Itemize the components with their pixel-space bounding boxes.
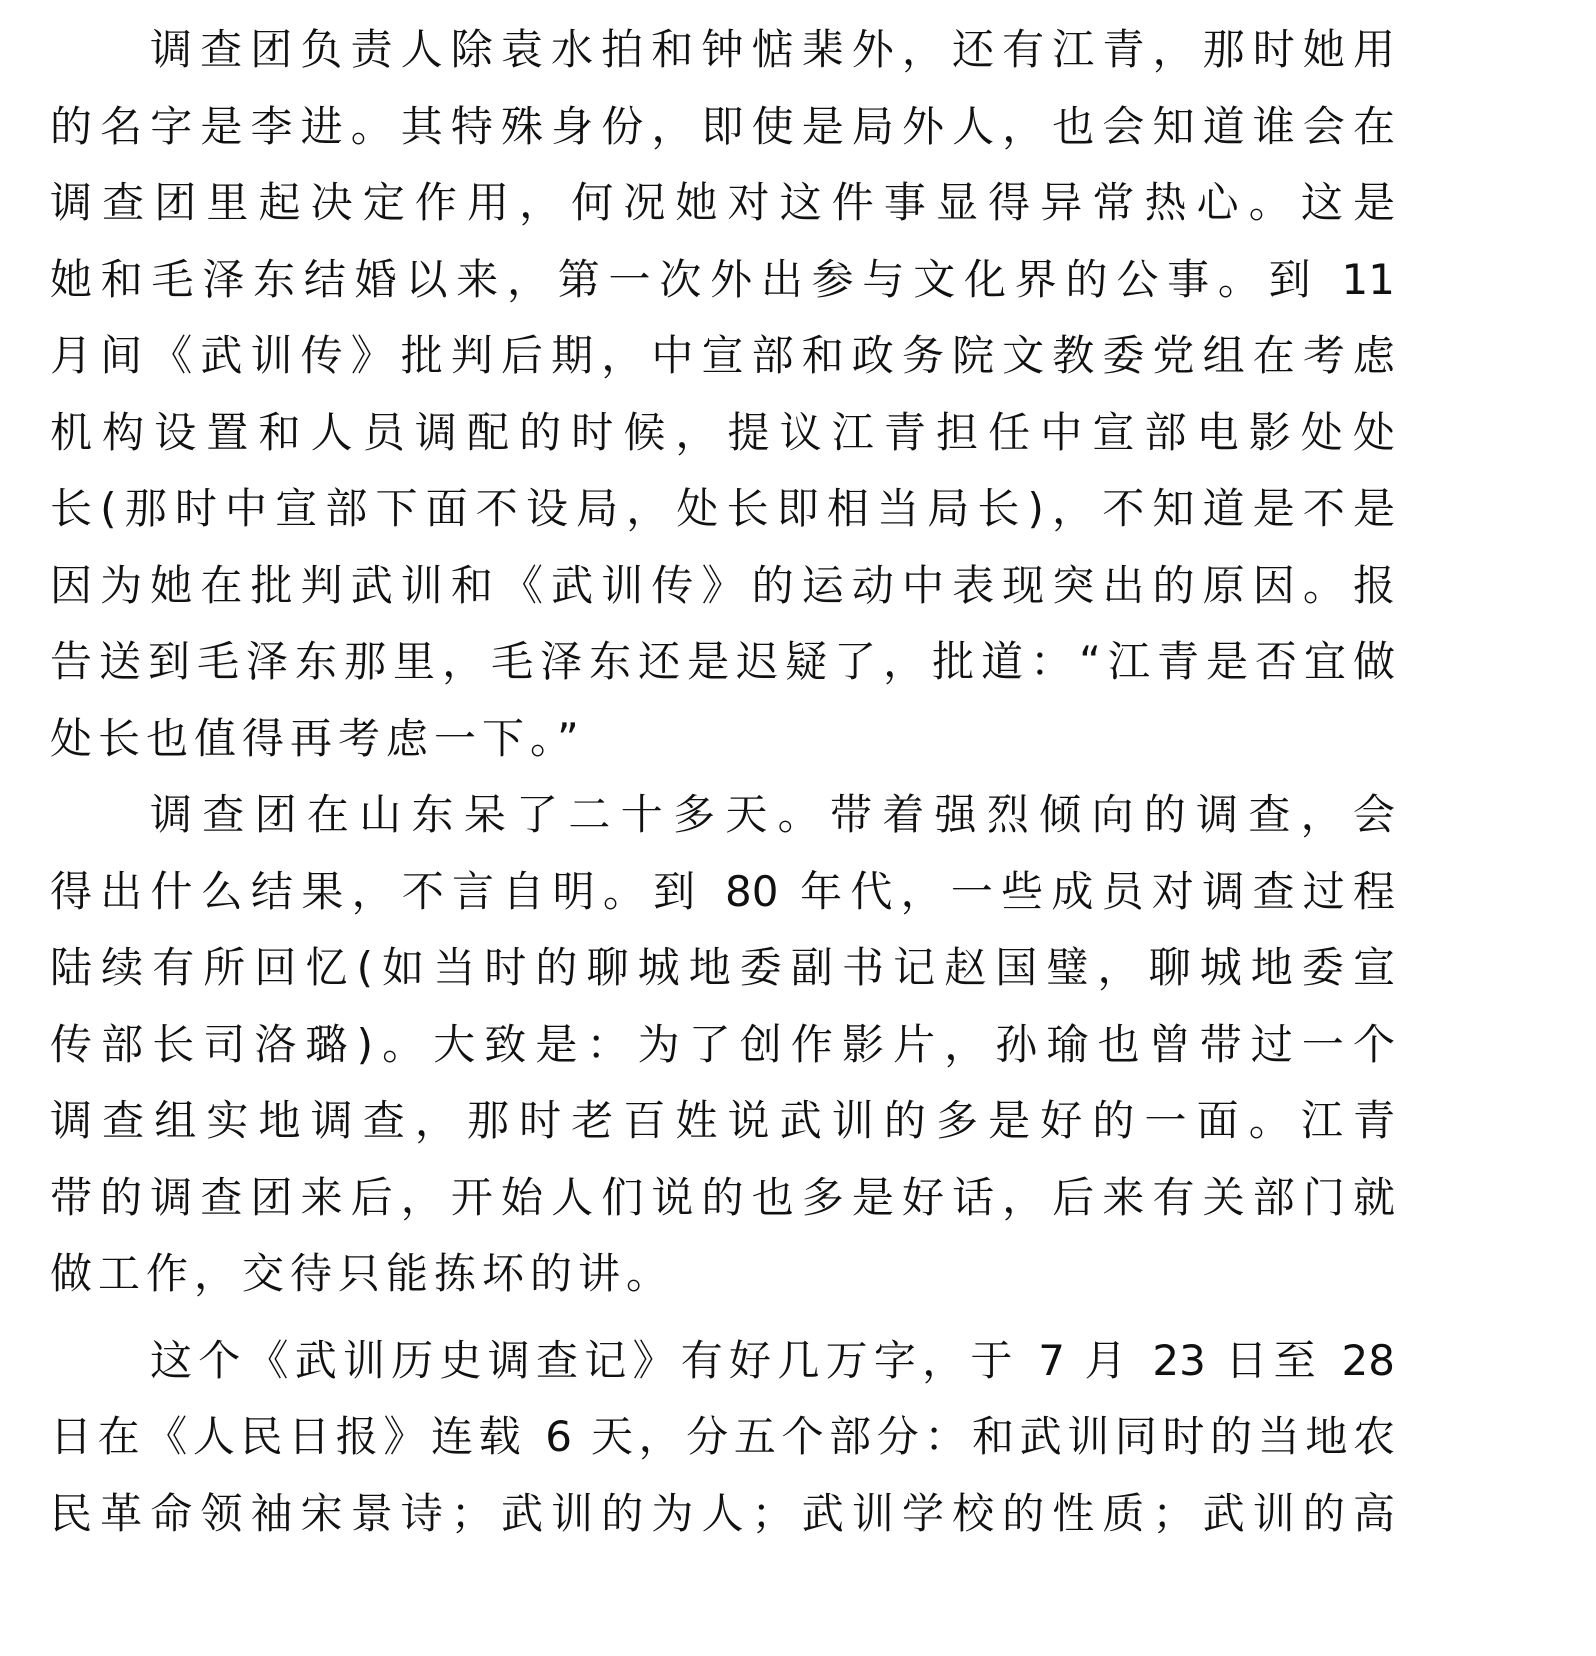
text-line: 月间《武训传》批判后期，中宣部和政务院文教委党组在考虑 [50,331,1395,380]
text-line: 传部长司洛璐)。大致是：为了创作影片，孙瑜也曾带过一个 [50,1019,1395,1069]
paragraph-gap [50,1319,1395,1329]
text-line: 长(那时中宣部下面不设局，处长即相当局长)，不知道是不是 [50,484,1395,533]
paragraph-2 [50,783,1395,1319]
text-line: 的名字是李进。其特殊身份，即使是局外人，也会知道谁会在 [50,101,1395,151]
text-line: 调查团在山东呆了二十多天。带着强烈倾向的调查，会 [150,790,1395,839]
paragraph-1 [50,18,1395,783]
document-page [50,18,1395,1558]
text-line: 带的调查团来后，开始人们说的也多是好话，后来有关部门就 [50,1172,1395,1222]
text-line: 得出什么结果，不言自明。到 80 年代，一些成员对调查过程 [50,866,1395,916]
paragraph-3 [50,1329,1395,1559]
text-line: 调查组实地调查，那时老百姓说武训的多是好的一面。江青 [50,1096,1395,1145]
text-line: 因为她在批判武训和《武训传》的运动中表现突出的原因。报 [50,560,1395,610]
text-line: 告送到毛泽东那里，毛泽东还是迟疑了，批道：“江青是否宜做 [50,637,1395,686]
text-line: 陆续有所回忆(如当时的聊城地委副书记赵国璧，聊城地委宣 [50,943,1395,992]
text-line: 处长也值得再考虑一下。” [50,713,585,763]
text-line: 调查团负责人除袁水拍和钟惦棐外，还有江青，那时她用 [150,25,1395,74]
text-line: 做工作，交待只能拣坏的讲。 [50,1249,675,1298]
text-line: 这个《武训历史调查记》有好几万字，于 7 月 23 日至 28 [150,1335,1395,1385]
text-line: 民革命领袖宋景诗；武训的为人；武训学校的性质；武训的高 [50,1488,1395,1538]
text-line: 日在《人民日报》连载 6 天，分五个部分：和武训同时的当地农 [50,1412,1395,1461]
text-line: 调查团里起决定作用，何况她对这件事显得异常热心。这是 [50,178,1395,227]
text-line: 机构设置和人员调配的时候，提议江青担任中宣部电影处处 [50,407,1395,457]
text-line: 她和毛泽东结婚以来，第一次外出参与文化界的公事。到 11 [50,254,1395,304]
